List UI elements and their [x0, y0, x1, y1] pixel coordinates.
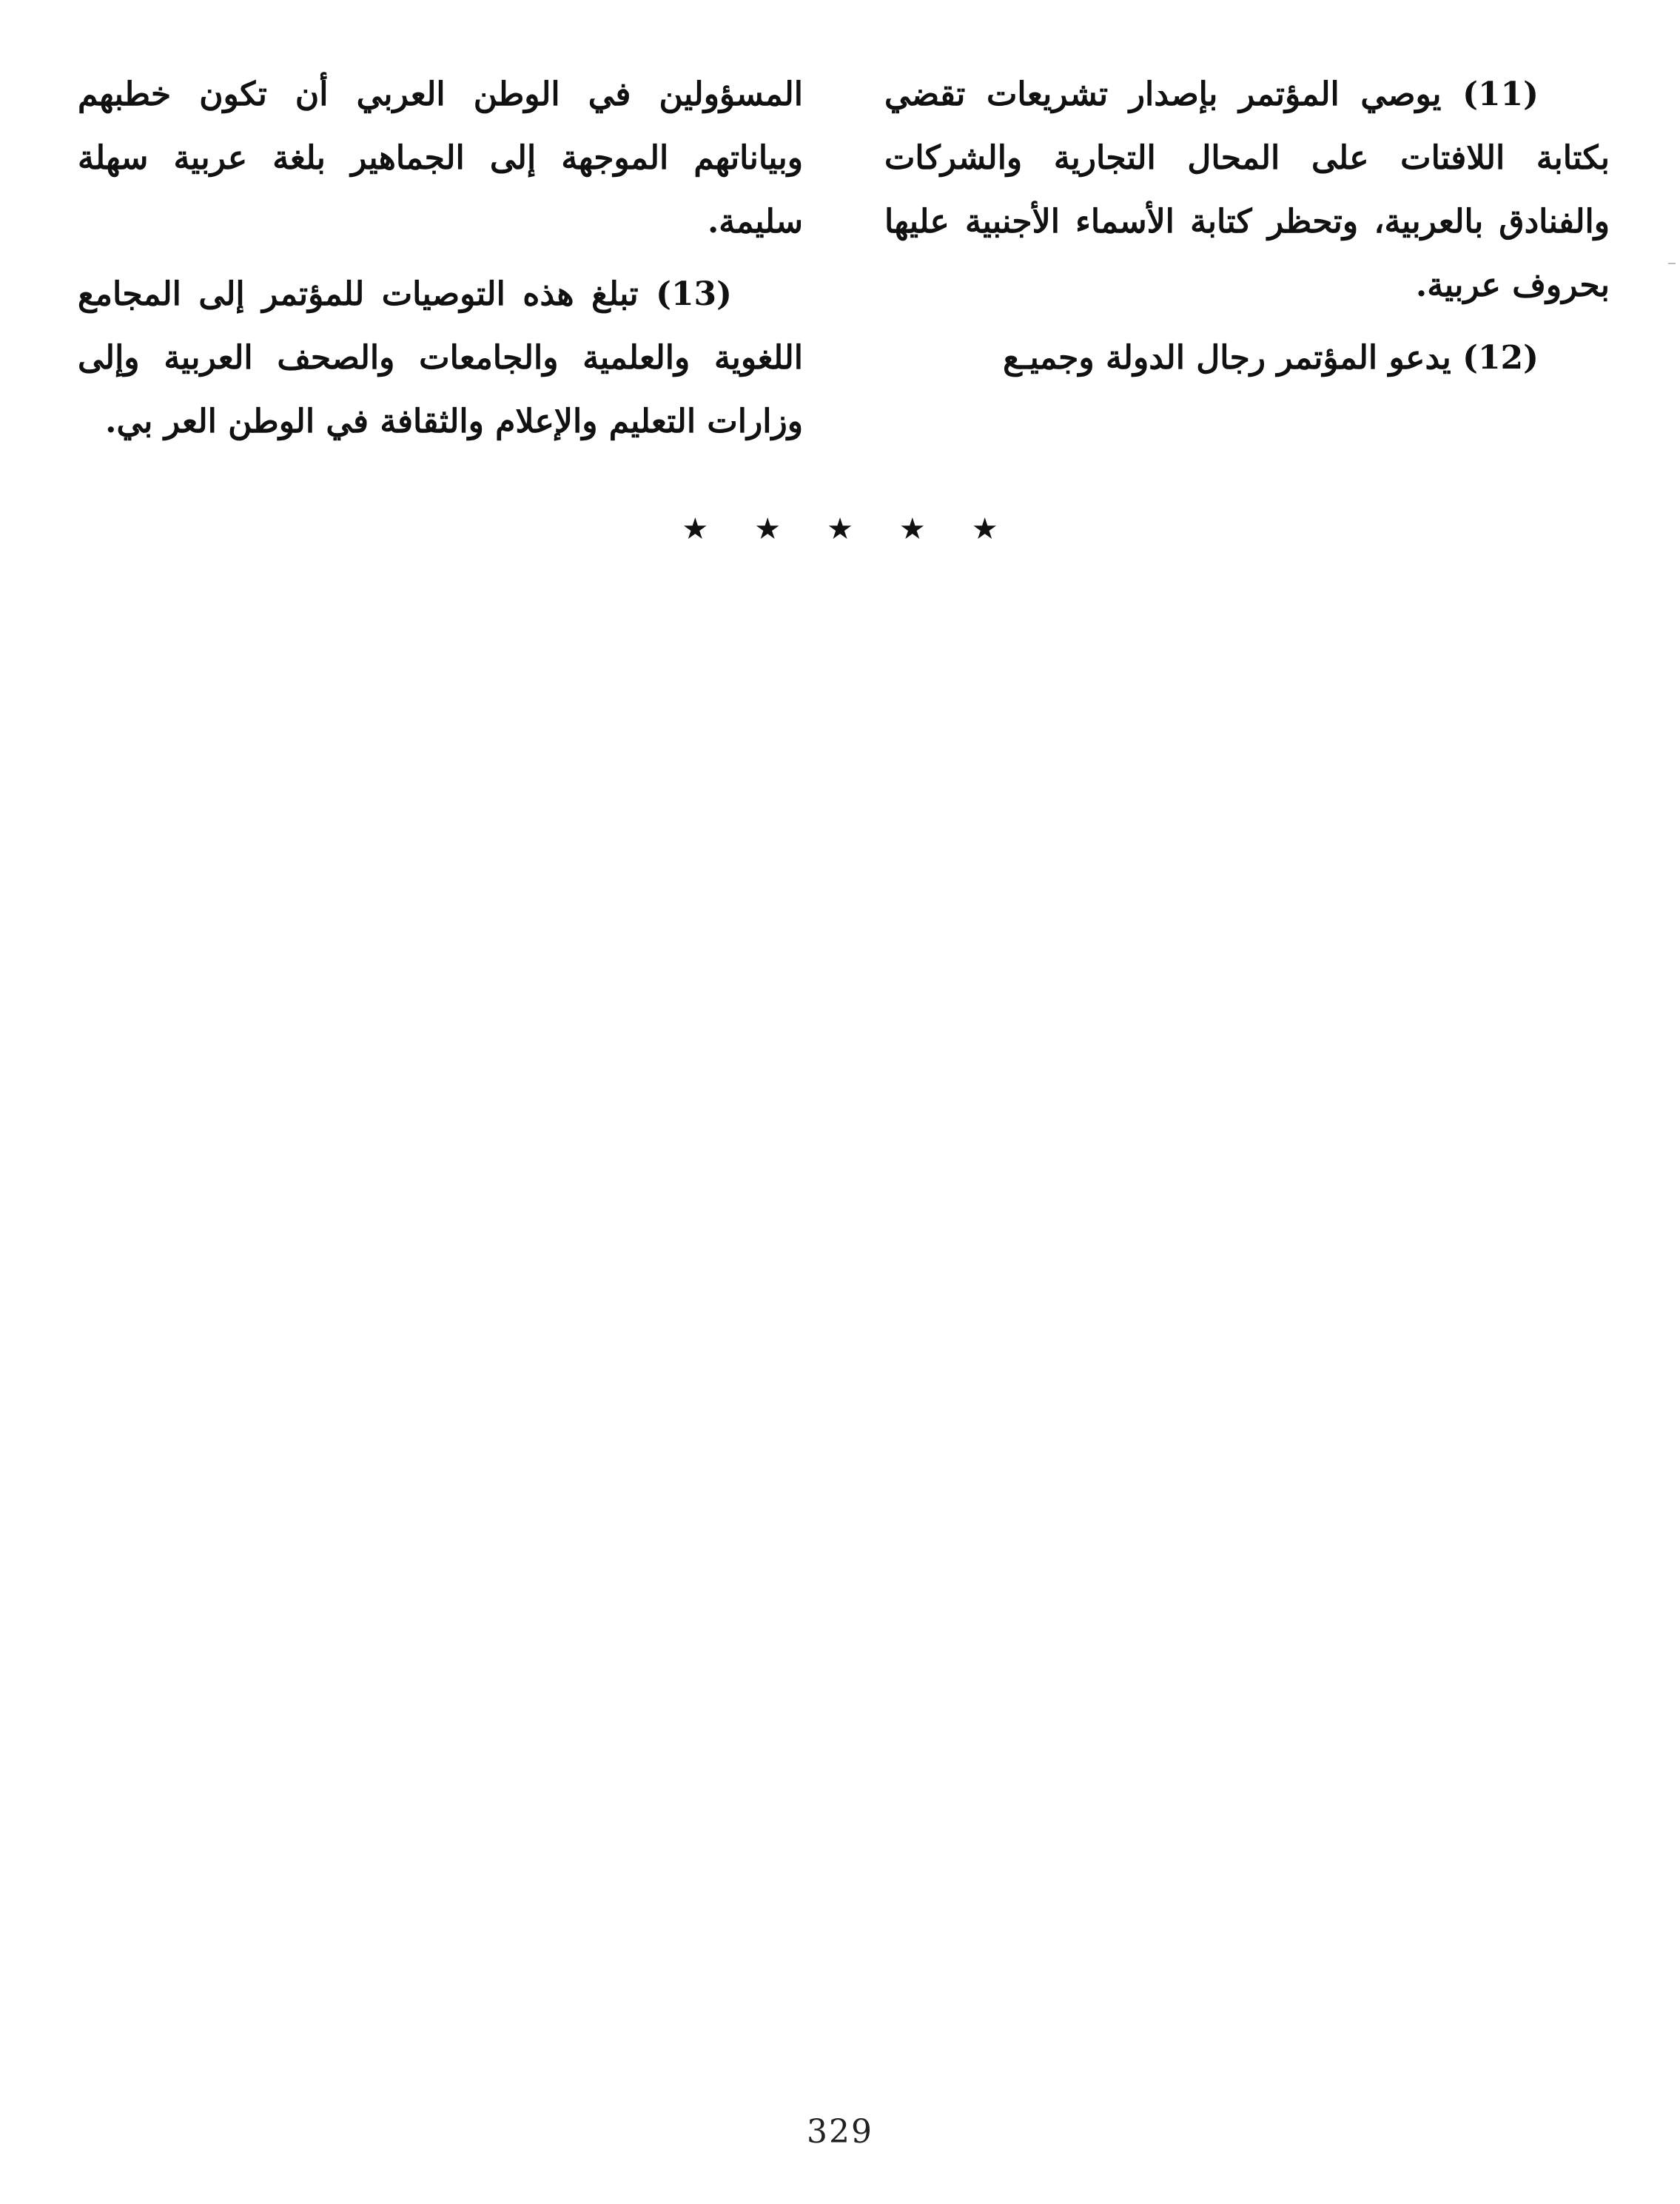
- paragraph-12-text: يدعو المؤتمر رجال الدولة وجميـع: [1003, 339, 1463, 377]
- paragraph-11-number: (11): [1462, 75, 1539, 113]
- section-separator-stars: ★★★★★: [682, 512, 1044, 546]
- paragraph-12-number: (12): [1462, 339, 1539, 377]
- paragraph-12-continued-text: المسؤولين في الوطن العربي أن تكون خطبهم وبياناتهم الموجهة إلى الجماهير بلغة عربية سهلة سليمة.: [78, 75, 803, 241]
- paragraph-11: [884, 63, 1610, 318]
- left-column: [78, 63, 803, 463]
- text-columns: [78, 63, 1610, 440]
- page-number: 329: [807, 2113, 873, 2151]
- paragraph-12: [884, 326, 1610, 390]
- paragraph-13-text: تبلغ هذه التوصيات للمؤتمر إلى المجامع اللغوية والعلمية والجامعات والصحف العربية وإلى وزارات التعليم والإعلام والثقافة في الوطن العر بي.: [78, 275, 803, 440]
- right-column: [884, 63, 1610, 399]
- paragraph-12-continued: [78, 63, 803, 254]
- paragraph-11-text: يوصي المؤتمر بإصدار تشريعات تقضي بكتابة اللافتات على المحال التجارية والشركات والفنادق بالعربية، وتحظر كتابة الأسماء الأجنبية عليها بحروف عربية.: [884, 75, 1610, 304]
- scan-margin-mark: [1668, 263, 1676, 264]
- paragraph-13-number: (13): [656, 275, 732, 313]
- paragraph-13: [78, 263, 803, 454]
